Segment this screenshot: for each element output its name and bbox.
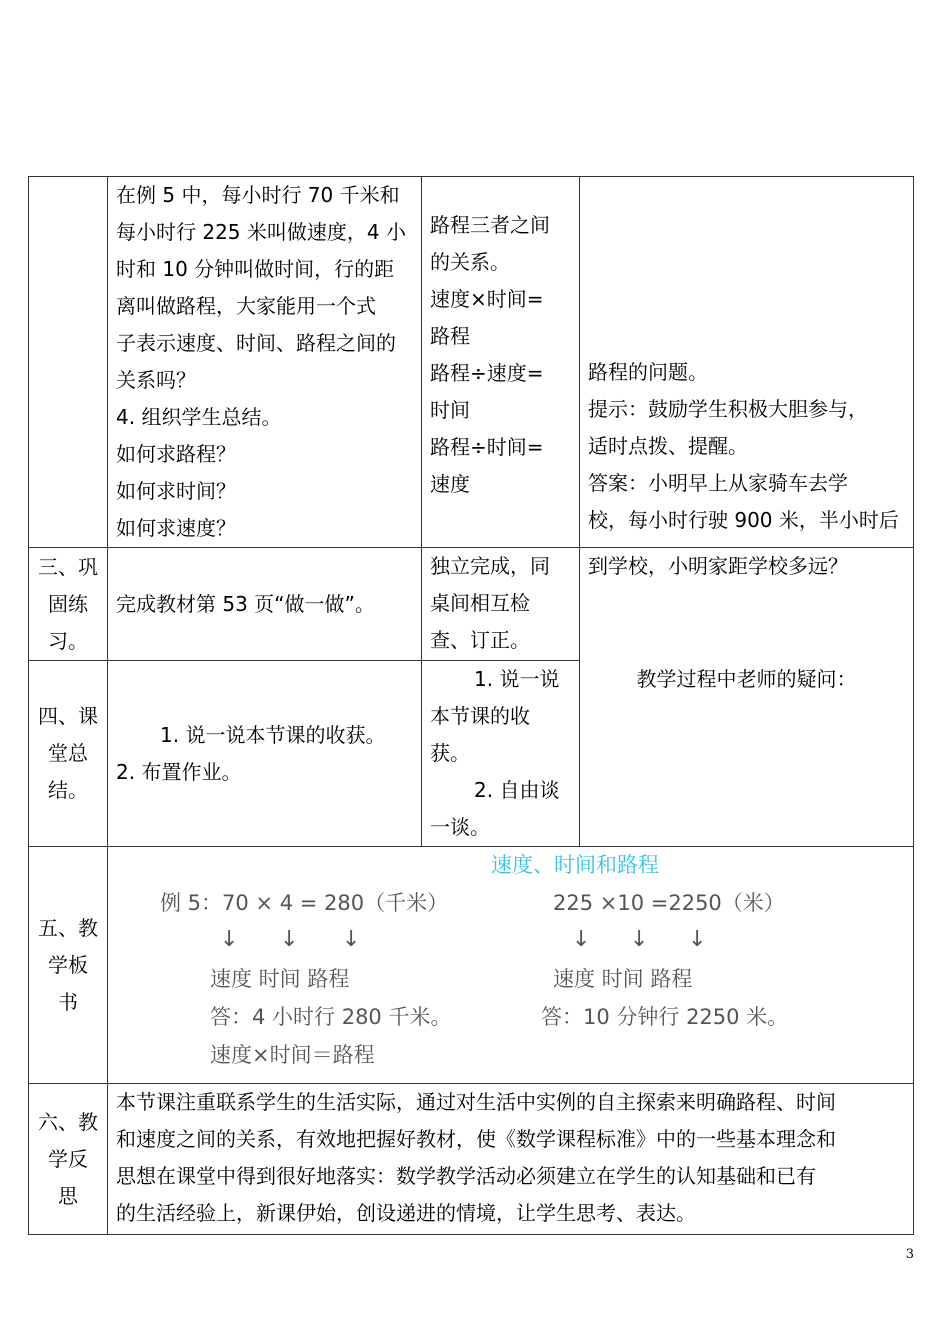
left-names: 速度 时间 路程 [210,967,350,991]
reflection-label: 六、教 学反 思 [29,1084,108,1235]
practice-content: 完成教材第 53 页“做一做”。 [108,548,422,661]
page-number: 3 [905,1247,914,1262]
arrow-down-icon: ↓ [280,927,299,952]
row-teaching [29,177,914,548]
row-teaching-label [29,177,108,548]
arrow-down-icon: ↓ [630,927,649,952]
teacher-question: 教学过程中老师的疑问： [636,667,857,691]
blackboard [108,847,913,1082]
lesson-plan-table [28,176,914,1235]
summary-student: 1. 说一说 本节课的收 获。 2. 自由谈 一谈。 [422,661,580,847]
left-answer: 答：4 小时行 280 千米。 [210,1005,452,1029]
arrow-down-icon: ↓ [342,927,361,952]
arrow-down-icon: ↓ [688,927,707,952]
row-practice [29,548,914,661]
student-activity: 路程三者之间 的关系。 速度×时间= 路程 路程÷速度= 时间 路程÷时间= 速度 [422,177,580,548]
row-reflection [29,1084,914,1235]
board-title: 速度、时间和路程 [491,853,659,877]
arrow-down-icon: ↓ [572,927,591,952]
arrow-down-icon: ↓ [220,927,239,952]
reflection-content: 本节课注重联系学生的生活实际，通过对生活中实例的自主探索来明确路程、时间 和速度之间的关系，有效地把握好教材，使《数学课程标准》中的一些基本理念和 思想在课堂中得到很好地落实：数学教学活动必须建立在学生的认知基础和已有 的生活经验上，新课伊始，创设递进的情境，让学生思考、表达。 [108,1084,914,1235]
teaching-content: 在例 5 中，每小时行 70 千米和 每小时行 225 米叫做速度，4 小 时和 10 分钟叫做时间，行的距 离叫做路程，大家能用一个式 子表示速度、时间、路程之间的 关系吗？ 4. 组织学生总结。 如何求路程？ 如何求时间？ 如何求速度？ [108,177,422,548]
right-names: 速度 时间 路程 [553,967,693,991]
board-label: 五、教 学板 书 [29,847,108,1084]
teacher-notes: 路程的问题。 提示：鼓励学生积极大胆参与， 适时点拨、提醒。 答案：小明早上从家骑车去学 校，每小时行驶 900 米，半小时后 [580,177,914,548]
summary-content: 1. 说一说本节课的收获。 2. 布置作业。 [108,661,422,847]
right-equation: 225 ×10 =2250（米） [553,891,785,915]
summary-label: 四、课 堂总 结。 [29,661,108,847]
right-answer: 答：10 分钟行 2250 米。 [541,1005,789,1029]
practice-student: 独立完成，同 桌间相互检 查、订正。 [422,548,580,661]
row-board [29,847,914,1084]
teacher-notes-continued: 到学校，小明家距学校多远？ 教学过程中老师的疑问： [580,548,914,847]
left-equation: 例 5：70 × 4 = 280（千米） [160,891,449,915]
practice-label: 三、巩 固练 习。 [29,548,108,661]
formula: 速度×时间＝路程 [210,1043,375,1067]
board-content [108,847,914,1084]
